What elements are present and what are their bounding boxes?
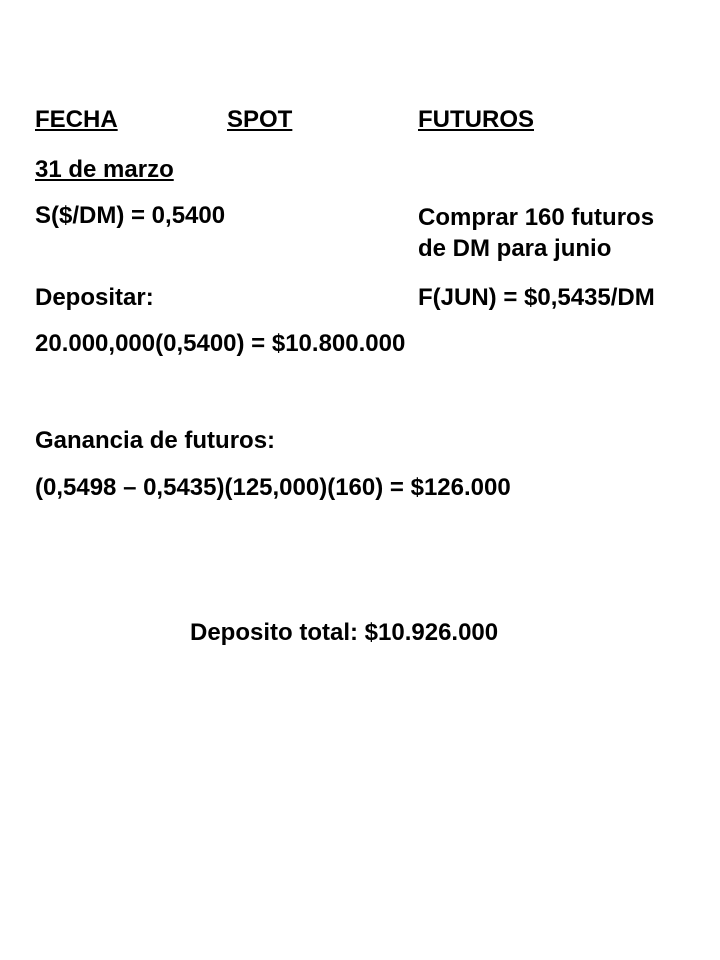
futures-action-line1: Comprar 160 futuros bbox=[418, 204, 655, 231]
deposit-calculation: 20.000,000(0,5400) = $10.800.000 bbox=[35, 330, 406, 357]
total-deposit: Deposito total: $10.926.000 bbox=[190, 619, 499, 646]
deposit-label: Depositar: bbox=[35, 284, 154, 311]
gain-label: Ganancia de futuros: bbox=[35, 427, 276, 454]
header-spot: SPOT bbox=[227, 106, 293, 133]
header-fecha: FECHA bbox=[35, 106, 118, 133]
header-futuros: FUTUROS bbox=[418, 106, 534, 133]
futures-action bbox=[418, 202, 654, 264]
spot-rate: S($/DM) = 0,5400 bbox=[35, 202, 226, 229]
futures-rate: F(JUN) = $0,5435/DM bbox=[418, 284, 655, 311]
gain-calculation: (0,5498 – 0,5435)(125,000)(160) = $126.000 bbox=[35, 474, 511, 501]
futures-action-line2: de DM para junio bbox=[418, 235, 612, 262]
date-label: 31 de marzo bbox=[35, 156, 174, 183]
